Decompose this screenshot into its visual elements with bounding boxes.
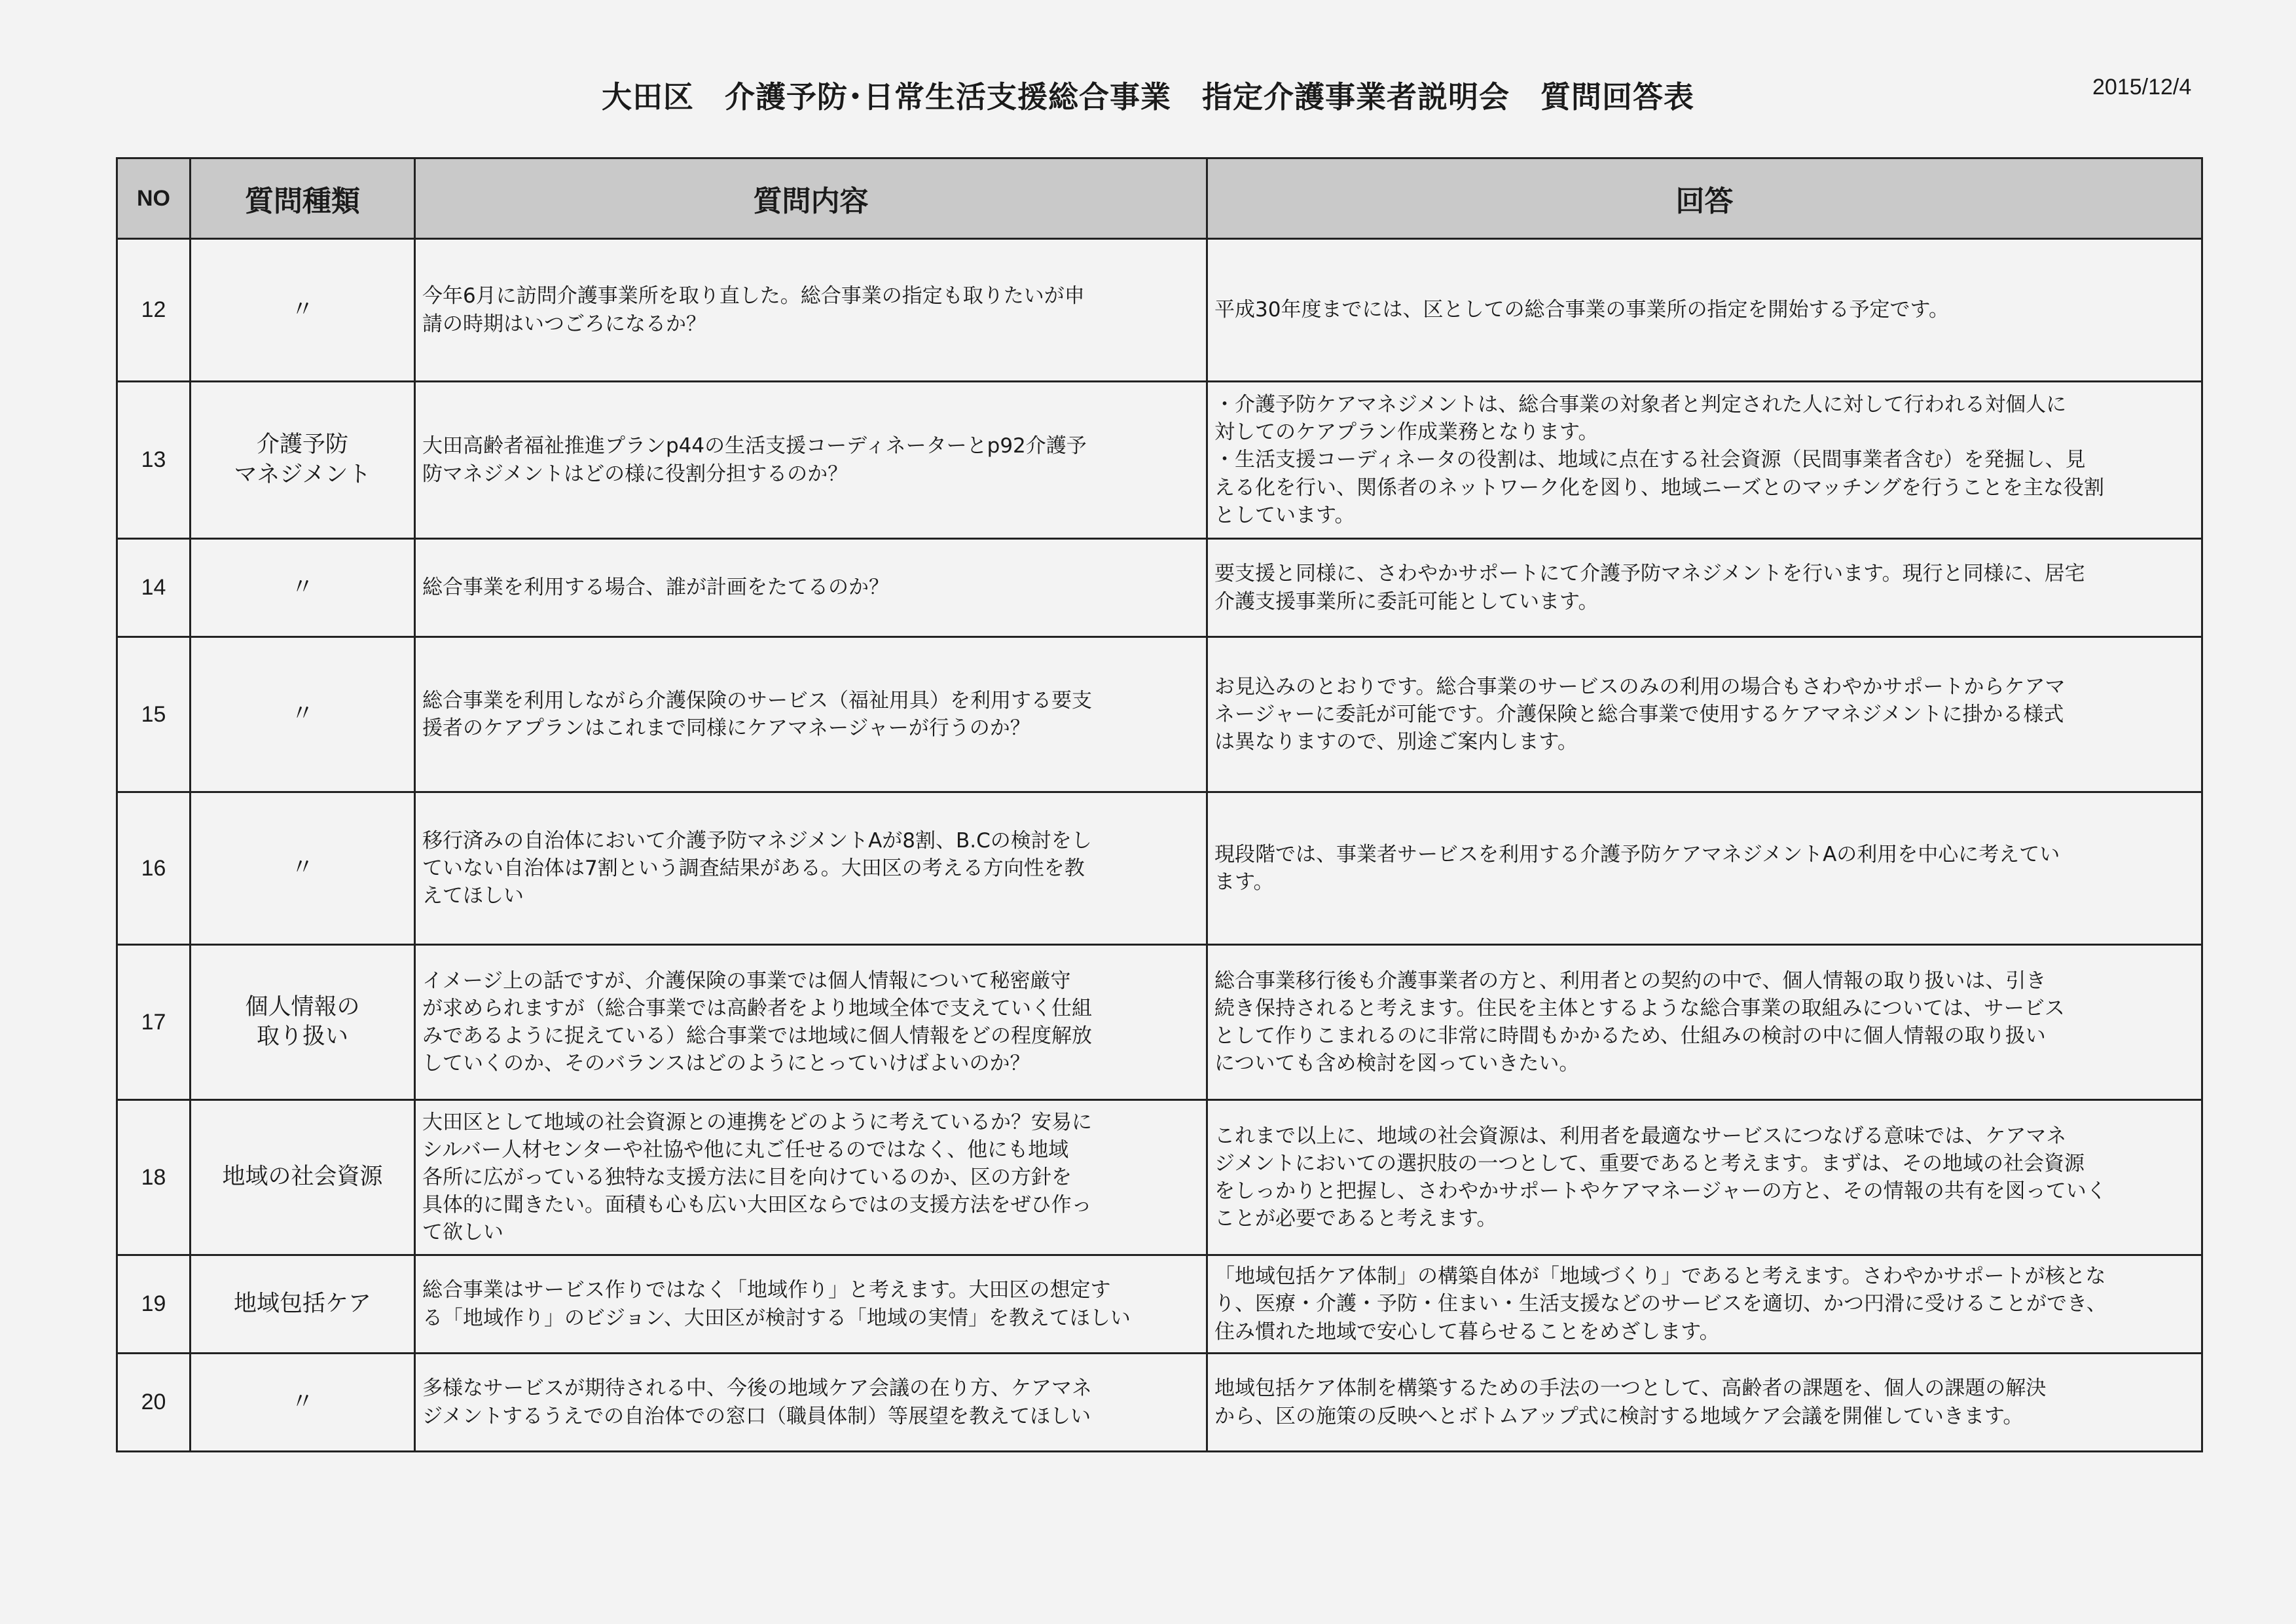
qa-table <box>116 157 2203 1452</box>
table-row <box>117 1100 2202 1255</box>
row-no: 16 <box>117 792 191 945</box>
row-question: 総合事業を利用しながら介護保険のサービス（福祉用具）を利用する要支 援者のケアプランはこれまで同様にケアマネージャーが行うのか？ <box>415 637 1207 792</box>
row-question: 今年6月に訪問介護事業所を取り直した。総合事業の指定も取りたいが申 請の時期はいつごろになるか？ <box>415 239 1207 382</box>
row-no: 20 <box>117 1354 191 1452</box>
row-no: 12 <box>117 239 191 382</box>
table-row <box>117 945 2202 1100</box>
row-answer: 平成30年度までには、区としての総合事業の事業所の指定を開始する予定です。 <box>1207 239 2202 382</box>
row-answer: お見込みのとおりです。総合事業のサービスのみの利用の場合もさわやかサポートからケアマ ネージャーに委託が可能です。介護保険と総合事業で使用するケアマネジメントに掛かる様式 は異なりますので、別途ご案内します。 <box>1207 637 2202 792</box>
row-question: 多様なサービスが期待される中、今後の地域ケア会議の在り方、ケアマネ ジメントするうえでの自治体での窓口（職員体制）等展望を教えてほしい <box>415 1354 1207 1452</box>
table-row <box>117 382 2202 539</box>
document-title: 大田区 介護予防･日常生活支援総合事業 指定介護事業者説明会 質問回答表 <box>602 79 1694 115</box>
row-question-type: 介護予防 マネジメント <box>191 382 415 539</box>
row-no: 19 <box>117 1255 191 1354</box>
document-date: 2015/12/4 <box>2092 75 2192 100</box>
row-answer: 要支援と同様に、さわやかサポートにて介護予防マネジメントを行います。現行と同様に、居宅 介護支援事業所に委託可能としています。 <box>1207 539 2202 637</box>
header-question-content: 質問内容 <box>415 158 1207 239</box>
row-answer: 現段階では、事業者サービスを利用する介護予防ケアマネジメントAの利用を中心に考えてい ます。 <box>1207 792 2202 945</box>
row-no: 18 <box>117 1100 191 1255</box>
header-question-type: 質問種類 <box>191 158 415 239</box>
row-question-type: 〃 <box>191 1354 415 1452</box>
row-question-type: 地域の社会資源 <box>191 1100 415 1255</box>
row-answer: ・介護予防ケアマネジメントは、総合事業の対象者と判定された人に対して行われる対個人に 対してのケアプラン作成業務となります。 ・生活支援コーディネータの役割は、地域に点在する社会資源（民間事業者含む）を発掘し、見 える化を行い、関係者のネットワーク化を図り、地域ニーズとのマッチングを行うことを主な役割 としています。 <box>1207 382 2202 539</box>
row-question-type: 個人情報の 取り扱い <box>191 945 415 1100</box>
row-question: イメージ上の話ですが、介護保険の事業では個人情報について秘密厳守 が求められますが（総合事業では高齢者をより地域全体で支えていく仕組 みであるように捉えている）総合事業では地域に個人情報をどの程度解放 していくのか、そのバランスはどのようにとっていけばよいのか？ <box>415 945 1207 1100</box>
row-answer: 「地域包括ケア体制」の構築自体が「地域づくり」であると考えます。さわやかサポートが核とな り、医療・介護・予防・住まい・生活支援などのサービスを適切、かつ円滑に受けることができ、 住み慣れた地域で安心して暮らせることをめざします。 <box>1207 1255 2202 1354</box>
row-question: 総合事業はサービス作りではなく「地域作り」と考えます。大田区の想定す る「地域作り」のビジョン、大田区が検討する「地域の実情」を教えてほしい <box>415 1255 1207 1354</box>
row-question: 移行済みの自治体において介護予防マネジメントAが8割、B.Cの検討をし ていない自治体は7割という調査結果がある。大田区の考える方向性を教 えてほしい <box>415 792 1207 945</box>
row-question-type: 〃 <box>191 239 415 382</box>
row-question-type: 〃 <box>191 792 415 945</box>
row-answer: 地域包括ケア体制を構築するための手法の一つとして、高齢者の課題を、個人の課題の解決 から、区の施策の反映へとボトムアップ式に検討する地域ケア会議を開催していきます。 <box>1207 1354 2202 1452</box>
row-no: 17 <box>117 945 191 1100</box>
table-row <box>117 239 2202 382</box>
row-answer: 総合事業移行後も介護事業者の方と、利用者との契約の中で、個人情報の取り扱いは、引き 続き保持されると考えます。住民を主体とするような総合事業の取組みについては、サービス として作りこまれるのに非常に時間もかかるため、仕組みの検討の中に個人情報の取り扱い についても含め検討を図っていきたい。 <box>1207 945 2202 1100</box>
row-no: 14 <box>117 539 191 637</box>
row-question: 大田高齢者福祉推進プランp44の生活支援コーディネーターとp92介護予 防マネジメントはどの様に役割分担するのか？ <box>415 382 1207 539</box>
row-question-type: 〃 <box>191 539 415 637</box>
table-row <box>117 792 2202 945</box>
table-row <box>117 637 2202 792</box>
table-header-row <box>117 158 2202 239</box>
row-question: 総合事業を利用する場合、誰が計画をたてるのか？ <box>415 539 1207 637</box>
row-question-type: 〃 <box>191 637 415 792</box>
table-row <box>117 1255 2202 1354</box>
row-no: 15 <box>117 637 191 792</box>
row-question-type: 地域包括ケア <box>191 1255 415 1354</box>
row-no: 13 <box>117 382 191 539</box>
table-row <box>117 1354 2202 1452</box>
row-question: 大田区として地域の社会資源との連携をどのように考えているか？安易に シルバー人材センターや社協や他に丸ご任せるのではなく、他にも地域 各所に広がっている独特な支援方法に目を向けているのか、区の方針を 具体的に聞きたい。面積も心も広い大田区ならではの支援方法をぜひ作っ て欲しい <box>415 1100 1207 1255</box>
table-row <box>117 539 2202 637</box>
header-no: NO <box>117 158 191 239</box>
header-answer: 回答 <box>1207 158 2202 239</box>
row-answer: これまで以上に、地域の社会資源は、利用者を最適なサービスにつなげる意味では、ケアマネ ジメントにおいての選択肢の一つとして、重要であると考えます。まずは、その地域の社会資源 をしっかりと把握し、さわやかサポートやケアマネージャーの方と、その情報の共有を図っていく ことが必要であると考えます。 <box>1207 1100 2202 1255</box>
